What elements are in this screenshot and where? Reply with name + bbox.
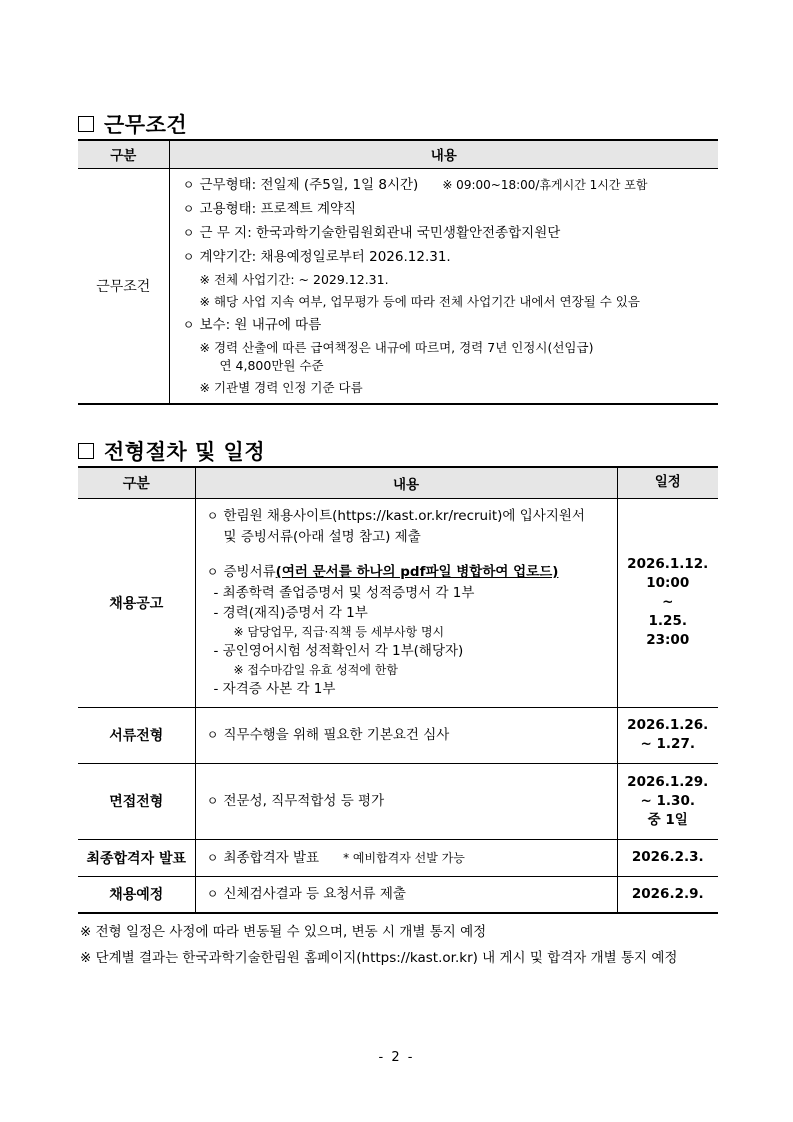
bullet-icon: ㅇ xyxy=(206,794,219,808)
note-extension: ※ 해당 사업 지속 여부, 업무평가 등에 따라 전체 사업기간 내에서 연장될 수 있음 xyxy=(199,293,640,309)
item-employment-type: ㅇ 고용형태: 프로젝트 계약직 xyxy=(178,197,719,221)
process-table xyxy=(78,466,718,914)
section-title-text: 전형절차 및 일정 xyxy=(104,440,266,464)
header-schedule: 일정 xyxy=(617,467,718,498)
checkbox-icon xyxy=(78,116,94,132)
work-conditions-content xyxy=(169,168,718,404)
hire-schedule: 2026.2.9. xyxy=(617,876,718,913)
bullet-icon: ㅇ xyxy=(206,887,219,902)
section-title-text: 근무조건 xyxy=(104,113,188,137)
bullet-icon: ㅇ xyxy=(206,728,219,742)
header-content: 내용 xyxy=(195,467,617,498)
note-career-criteria: ※ 기관별 경력 인정 기준 다름 xyxy=(199,379,363,395)
item-pay: ㅇ 보수: 원 내규에 따름 xyxy=(178,313,719,337)
item-contract-period: ㅇ 계약기간: 채용예정일로부터 2026.12.31. xyxy=(178,245,719,269)
document-schedule: 2026.1.26. ~ 1.27. xyxy=(617,707,718,763)
bullet-icon: ㅇ xyxy=(182,225,195,240)
footnote-result-notice: ※ 단계별 결과는 한국과학기술한림원 홈페이지(https://kast.or.kr) 내 게시 및 합격자 개별 통지 예정 xyxy=(80,950,678,966)
bullet-icon: ㅇ xyxy=(206,509,219,523)
table-row: 채용예정 ㅇ 신체검사결과 등 요청서류 제출 2026.2.9. xyxy=(78,876,718,913)
row-label-work-conditions: 근무조건 xyxy=(78,168,169,404)
table-row: 면접전형 ㅇ 전문성, 직무적합성 등 평가 2026.1.29. ~ 1.30. 중 1일 xyxy=(78,763,718,839)
row-label-notice: 채용공고 xyxy=(78,498,195,707)
note-pay-amount: 연 4,800만원 수준 xyxy=(219,357,324,373)
note-total-period: ※ 전체 사업기간: ~ 2029.12.31. xyxy=(199,271,389,287)
row-label-interview: 면접전형 xyxy=(78,763,195,839)
final-schedule: 2026.2.3. xyxy=(617,839,718,876)
section-title-process xyxy=(78,436,265,466)
item-work-location: ㅇ 근 무 지: 한국과학기술한림원회관내 국민생활안전종합지원단 xyxy=(178,221,719,245)
bullet-icon: ㅇ xyxy=(182,249,195,264)
section-title-work-conditions xyxy=(78,109,187,139)
table-row: 최종합격자 발표 ㅇ 최종합격자 발표 * 예비합격자 선발 가능 2026.2.3. xyxy=(78,839,718,876)
note-pay-calc: ※ 경력 산출에 따른 급여책정은 내규에 따르며, 경력 7년 인정시(선임급) xyxy=(199,339,594,355)
checkbox-icon xyxy=(78,443,94,459)
row-label-document: 서류전형 xyxy=(78,707,195,763)
header-content: 내용 xyxy=(169,140,718,168)
bullet-icon: ㅇ xyxy=(206,565,219,579)
interview-schedule: 2026.1.29. ~ 1.30. 중 1일 xyxy=(617,763,718,839)
notice-schedule: 2026.1.12. 10:00 ~ 1.25. 23:00 xyxy=(617,498,718,707)
bullet-icon: ㅇ xyxy=(182,317,195,332)
table-row: 서류전형 ㅇ 직무수행을 위해 필요한 기본요건 심사 2026.1.26. ~ 1.27. xyxy=(78,707,718,763)
footnote-schedule-change: ※ 전형 일정은 사정에 따라 변동될 수 있으며, 변동 시 개별 통지 예정 xyxy=(80,924,487,940)
docs-emphasis: (여러 문서를 하나의 pdf파일 병합하여 업로드) xyxy=(275,564,559,580)
work-conditions-table xyxy=(78,139,718,405)
bullet-icon: ㅇ xyxy=(182,177,195,192)
notice-content: ㅇ 한림원 채용사이트(https://kast.or.kr/recruit)에 입사지원서 및 증빙서류(아래 설명 참고) 제출 ㅇ 증빙서류 (여러 문서를 하나의 pdf파일 병합하여 업로드) - 최종학력 졸업증명서 및 성적증명서 각 1부 - 경력(재직)증명서 각 1부 ※ 담당업무, 직급·직책 등 세부사항 명시 - 공인영어시험 성적확인서 각 1부(해당자) ※ 접수마감일 유효 성적에 한함 - 자격증 사본 각 1부 xyxy=(195,498,617,707)
row-label-hire: 채용예정 xyxy=(78,876,195,913)
row-label-final: 최종합격자 발표 xyxy=(78,839,195,876)
header-category: 구분 xyxy=(78,140,169,168)
table-row xyxy=(78,498,718,707)
item-work-type: ㅇ 근무형태: 전일제 (주5일, 1일 8시간) ※ 09:00~18:00/휴게시간 1시간 포함 xyxy=(178,173,719,197)
header-category: 구분 xyxy=(78,467,195,498)
bullet-icon: ㅇ xyxy=(182,201,195,216)
page-number: - 2 - xyxy=(378,1050,415,1065)
bullet-icon: ㅇ xyxy=(206,850,219,865)
